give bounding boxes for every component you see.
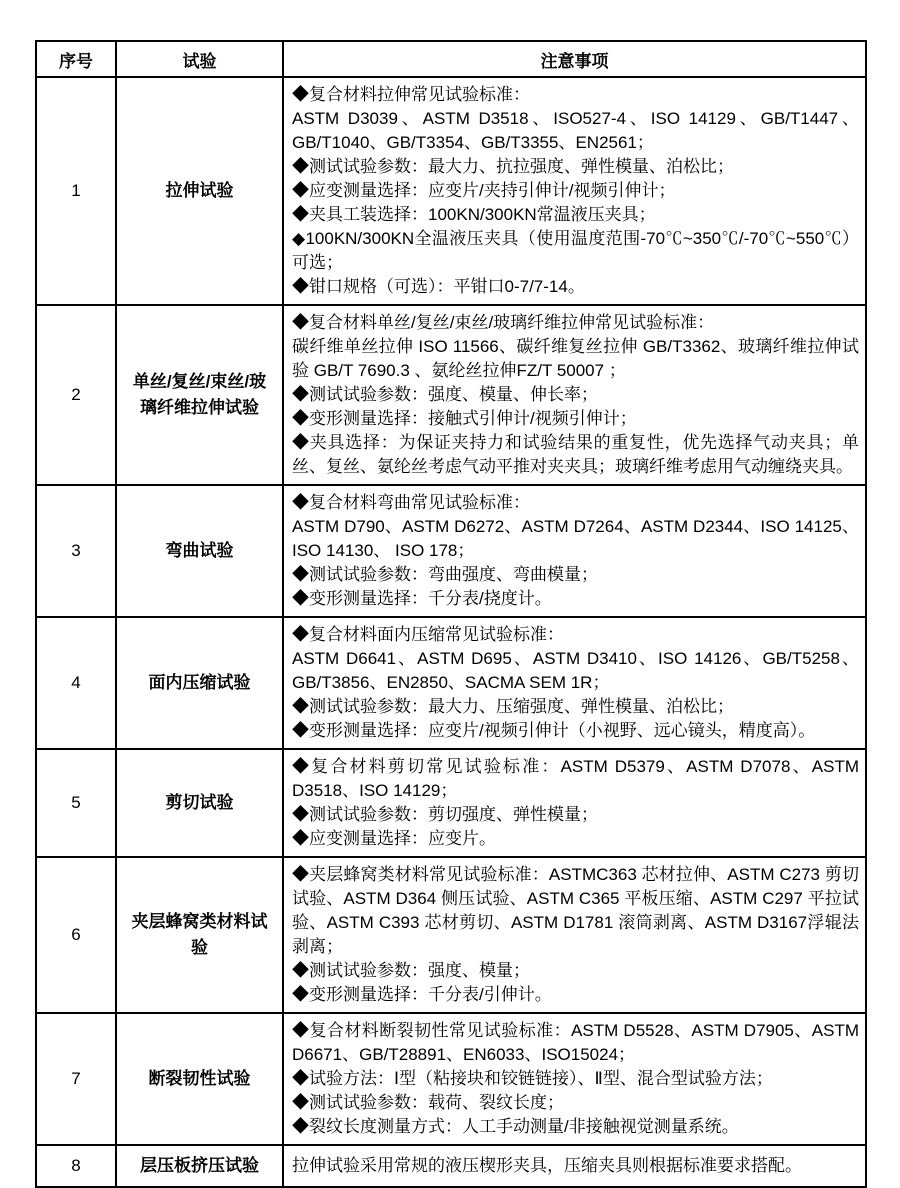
notes-cell [283, 617, 866, 749]
note-paragraph: ◆变形测量选择：千分表/挠度计。 [292, 589, 552, 608]
test-name: 夹层蜂窝类材料试验 [116, 857, 283, 1013]
table-row [36, 305, 866, 485]
row-number: 2 [36, 305, 116, 485]
note-paragraph: ◆测试试验参数：载荷、裂纹长度； [292, 1093, 564, 1112]
note-paragraph: ◆应变测量选择：应变片。 [292, 829, 496, 848]
notes-cell [283, 749, 866, 857]
note-paragraph: ◆裂纹长度测量方式：人工手动测量/非接触视觉测量系统。 [292, 1117, 739, 1136]
table-row [36, 617, 866, 749]
table-row [36, 1145, 866, 1187]
note-paragraph: ◆复合材料拉伸常见试验标准： [292, 85, 530, 104]
notes-cell [283, 1013, 866, 1145]
note-paragraph: ◆应变测量选择：应变片/夹持引伸计/视频引伸计； [292, 181, 676, 200]
table-row [36, 77, 866, 305]
row-number: 6 [36, 857, 116, 1013]
row-number: 4 [36, 617, 116, 749]
header-notes: 注意事项 [283, 41, 866, 77]
row-number: 7 [36, 1013, 116, 1145]
test-name: 弯曲试验 [116, 485, 283, 617]
row-number: 1 [36, 77, 116, 305]
notes-cell [283, 77, 866, 305]
note-paragraph: ◆测试试验参数：强度、模量、伸长率； [292, 385, 598, 404]
note-paragraph: ◆夹具选择：为保证夹持力和试验结果的重复性，优先选择气动夹具；单丝、复丝、氨纶丝考虑气动平推对夹夹具；玻璃纤维考虑用气动缠绕夹具。 [292, 433, 859, 476]
row-number: 8 [36, 1145, 116, 1187]
table-body [36, 77, 866, 1187]
table-row [36, 749, 866, 857]
table-row [36, 1013, 866, 1145]
test-name: 层压板挤压试验 [116, 1145, 283, 1187]
note-paragraph: ◆复合材料弯曲常见试验标准： [292, 493, 530, 512]
note-paragraph: ◆试验方法：Ⅰ型（粘接块和铰链链接）、Ⅱ型、混合型试验方法； [292, 1069, 773, 1088]
note-paragraph: ◆100KN/300KN全温液压夹具（使用温度范围-70℃~350℃/-70℃~550℃）可选； [292, 229, 859, 272]
note-paragraph: ◆复合材料单丝/复丝/束丝/玻璃纤维拉伸常见试验标准： [292, 313, 715, 332]
test-name: 剪切试验 [116, 749, 283, 857]
note-paragraph: ◆测试试验参数：强度、模量； [292, 961, 530, 980]
test-name: 断裂韧性试验 [116, 1013, 283, 1145]
test-name: 面内压缩试验 [116, 617, 283, 749]
notes-cell [283, 305, 866, 485]
note-paragraph: ASTM D790、ASTM D6272、ASTM D7264、ASTM D2344、ISO 14125、ISO 14130、 ISO 178； [292, 517, 859, 560]
test-notes-table [35, 40, 867, 1188]
note-paragraph: ◆变形测量选择：千分表/引伸计。 [292, 985, 552, 1004]
notes-cell [283, 485, 866, 617]
notes-cell [283, 857, 866, 1013]
note-paragraph: ◆复合材料面内压缩常见试验标准： [292, 625, 564, 644]
row-number: 5 [36, 749, 116, 857]
table-row [36, 857, 866, 1013]
table-row [36, 485, 866, 617]
test-name: 拉伸试验 [116, 77, 283, 305]
note-paragraph: ASTM D6641、ASTM D695、ASTM D3410、ISO 14126、GB/T5258、GB/T3856、EN2850、SACMA SEM 1R； [292, 649, 859, 692]
note-paragraph: ◆测试试验参数：最大力、抗拉强度、弹性模量、泊松比； [292, 157, 734, 176]
note-paragraph: ◆复合材料剪切常见试验标准：ASTM D5379、ASTM D7078、ASTM D3518、ISO 14129； [292, 757, 859, 800]
table-header [36, 41, 866, 77]
header-no: 序号 [36, 41, 116, 77]
note-paragraph: 拉伸试验采用常规的液压楔形夹具，压缩夹具则根据标准要求搭配。 [292, 1156, 802, 1175]
note-paragraph: ◆测试试验参数：最大力、压缩强度、弹性模量、泊松比； [292, 697, 734, 716]
note-paragraph: ◆测试试验参数：剪切强度、弹性模量； [292, 805, 598, 824]
header-test: 试验 [116, 41, 283, 77]
note-paragraph: ◆复合材料断裂韧性常见试验标准：ASTM D5528、ASTM D7905、ASTM D6671、GB/T28891、EN6033、ISO15024； [292, 1021, 859, 1064]
note-paragraph: 碳纤维单丝拉伸 ISO 11566、碳纤维复丝拉伸 GB/T3362、玻璃纤维拉伸试验 GB/T 7690.3 、氨纶丝拉伸FZ/T 50007 ； [292, 337, 859, 380]
note-paragraph: ◆钳口规格（可选）：平钳口0-7/7-14。 [292, 277, 585, 296]
notes-cell [283, 1145, 866, 1187]
note-paragraph: ◆变形测量选择：应变片/视频引伸计（小视野、远心镜头，精度高）。 [292, 721, 816, 740]
row-number: 3 [36, 485, 116, 617]
header-row [36, 41, 866, 77]
note-paragraph: ◆夹层蜂窝类材料常见试验标准：ASTMC363 芯材拉伸、ASTM C273 剪切试验、ASTM D364 侧压试验、ASTM C365 平板压缩、ASTM C297 平拉试验、ASTM C393 芯材剪切、ASTM D1781 滚筒剥离、ASTM D3167浮辊法剥离； [292, 865, 859, 956]
test-name: 单丝/复丝/束丝/玻璃纤维拉伸试验 [116, 305, 283, 485]
note-paragraph: ◆夹具工装选择：100KN/300KN常温液压夹具； [292, 205, 656, 224]
note-paragraph: ◆测试试验参数：弯曲强度、弯曲模量； [292, 565, 598, 584]
note-paragraph: ASTM D3039、ASTM D3518、ISO527-4、ISO 14129、GB/T1447、GB/T1040、GB/T3354、GB/T3355、EN2561； [292, 109, 859, 152]
note-paragraph: ◆变形测量选择：接触式引伸计/视频引伸计； [292, 409, 637, 428]
